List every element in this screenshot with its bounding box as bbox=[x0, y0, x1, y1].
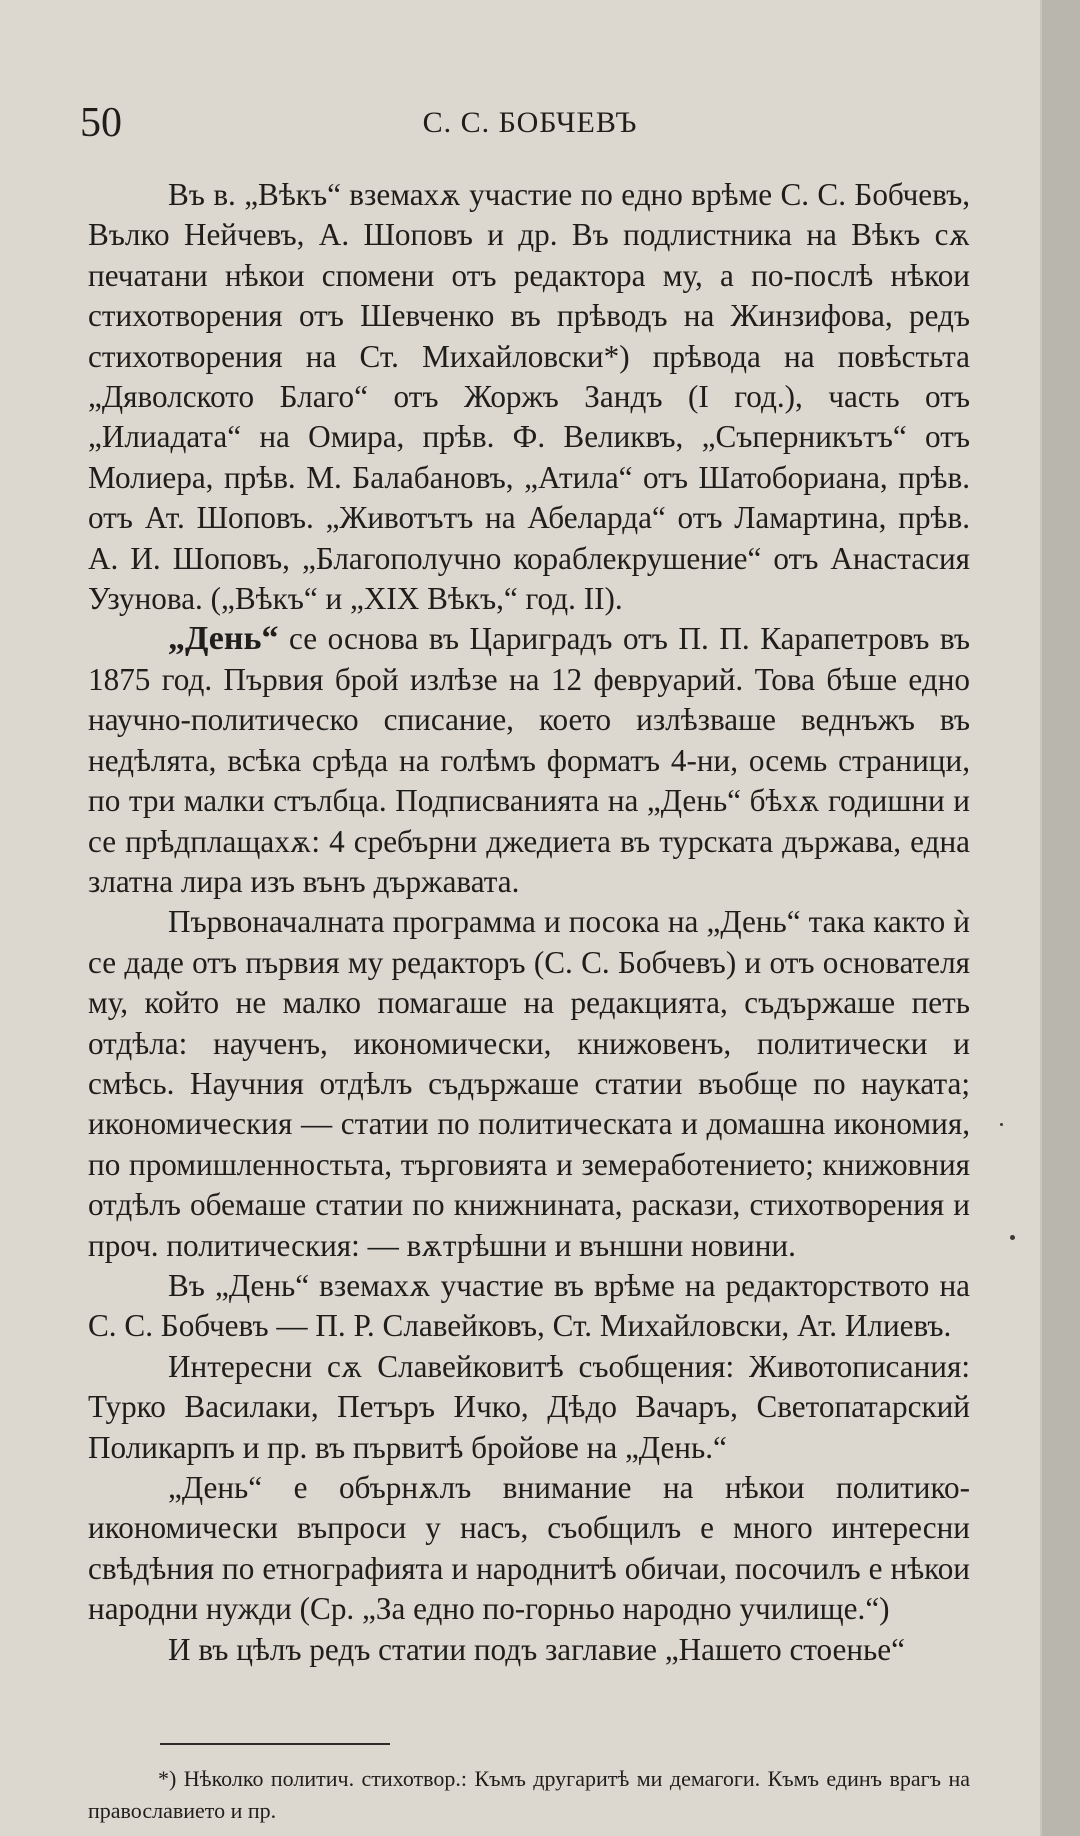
paragraph-6-text: „День“ е обърнѫлъ внимание на нѣкои политико-икономически въпроси у насъ, съобщилъ е много интересни свѣдѣния по етнографията и народнитѣ обичаи, посочилъ е нѣкои народни нужди (Ср. „За едно по-горньо народно училище.“) bbox=[88, 1470, 970, 1627]
paragraph-3-text: Първоначалната программа и посока на „День“ така както ѝ се даде отъ първия му редакторъ (С. С. Бобчевъ) и отъ основателя му, който не малко помагаше на редакцията, съдържаше петь отдѣла: наученъ, икономически, книжовенъ, политически и смѣсь. Научния отдѣлъ съдържаше статии въобще по науката; икономическия — статии по политическата и домашна икономия, по промишленностьта, търговията и земеработението; книжовния отдѣлъ обемаше статии по книжнината, раскази, стихотворения и проч. политическия: — вѫтрѣшни и външни новини. bbox=[88, 904, 970, 1263]
speck bbox=[1010, 1235, 1015, 1240]
running-title: С. С. БОБЧЕВЪ bbox=[422, 106, 638, 139]
footnote-divider bbox=[160, 1743, 390, 1745]
paragraph-6 bbox=[88, 1468, 970, 1630]
paragraph-1 bbox=[88, 175, 970, 619]
page-header bbox=[80, 98, 980, 148]
footnote: *) Нѣколко политич. стихотвор.: Къмъ другаритѣ ми демагоги. Къмъ единъ врагъ на православието и пр. bbox=[88, 1766, 970, 1823]
body-text bbox=[88, 175, 970, 1670]
paragraph-2 bbox=[88, 619, 970, 902]
paragraph-1-text: Въ в. „Вѣкъ“ вземахѫ участие по едно врѣме С. С. Бобчевъ, Вълко Нейчевъ, А. Шоповъ и др. Въ подлистника на Вѣкъ сѫ печатани нѣкои спомени отъ редактора му, а по-послѣ нѣкои стихотворения отъ Шевченко въ прѣводъ на Жинзифова, редъ стихотворения на Ст. Михайловски*) прѣвода на повѣстьта „Дяволското Благо“ отъ Жоржъ Зандъ (I год.), часть отъ „Илиадата“ на Омира, прѣв. Ф. Великвъ, „Съперникътъ“ отъ Молиера, прѣв. М. Балабановъ, „Атила“ отъ Шатобориана, прѣв. отъ Ат. Шоповъ. „Животътъ на Абеларда“ отъ Ламартина, прѣв. А. И. Шоповъ, „Благополучно кораблекрушение“ отъ Анастасия Узунова. („Вѣкъ“ и „XIX Вѣкъ,“ год. II). bbox=[88, 177, 970, 617]
paragraph-5 bbox=[88, 1347, 970, 1468]
paragraph-5-text: Интересни сѫ Славейковитѣ съобщения: Животописания: Турко Василаки, Петъръ Ичко, Дѣдо Вачаръ, Светопатарский Поликарпъ и пр. въ първитѣ бройове на „День.“ bbox=[88, 1348, 970, 1465]
paragraph-7-text: И въ цѣлъ редъ статии подъ заглавие „Нашето стоенье“ bbox=[168, 1631, 905, 1667]
paragraph-2-lead: „День“ bbox=[168, 620, 279, 658]
paragraph-3 bbox=[88, 902, 970, 1266]
paragraph-4-text: Въ „День“ вземахѫ участие въ врѣме на редакторството на С. С. Бобчевъ — П. Р. Славейковъ, Ст. Михайловски, Ат. Илиевъ. bbox=[88, 1267, 970, 1344]
speck bbox=[1000, 1123, 1003, 1126]
page-number: 50 bbox=[80, 100, 122, 146]
paragraph-2-text: се основа въ Цариградъ отъ П. П. Карапетровъ въ 1875 год. Първия брой излѣзе на 12 февруарий. Това бѣше едно научно-политическо списание, което излѣзваше веднъжъ въ недѣлята, всѣка срѣда на голѣмъ форматъ 4-ни, осемь страници, по три малки стълбца. Подписванията на „День“ бѣхѫ годишни и се прѣдплащахѫ: 4 сребърни джедиета въ турската държава, една златна лира изъ вънъ държавата. bbox=[88, 621, 970, 899]
paragraph-4 bbox=[88, 1266, 970, 1347]
paragraph-7 bbox=[88, 1630, 970, 1670]
